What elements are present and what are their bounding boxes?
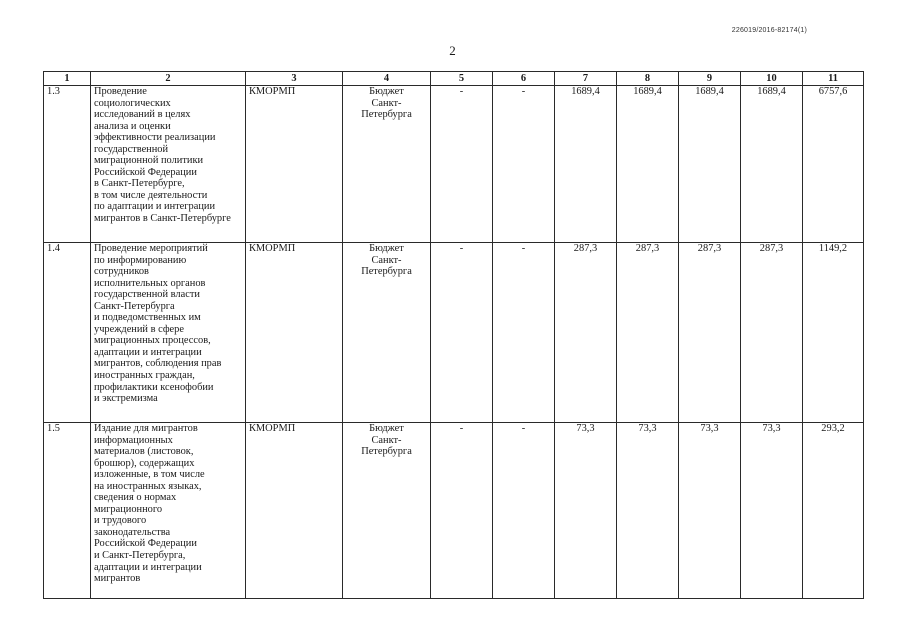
page-number: 2 [449, 43, 456, 58]
row-number: 1.4 [44, 243, 91, 423]
value-cell: 73,3 [555, 423, 617, 599]
table-row [44, 86, 864, 243]
value-cell: 73,3 [741, 423, 803, 599]
header-row [44, 72, 864, 86]
total-cell: 293,2 [803, 423, 864, 599]
value-cell: 1689,4 [741, 86, 803, 243]
value-cell: - [493, 86, 555, 243]
value-cell: 1689,4 [555, 86, 617, 243]
column-header: 10 [741, 72, 803, 86]
value-cell: 1689,4 [679, 86, 741, 243]
value-cell: 287,3 [555, 243, 617, 423]
value-cell: - [431, 86, 493, 243]
column-header: 7 [555, 72, 617, 86]
document-id: 226019/2016-82174(1) [731, 27, 807, 34]
column-header: 1 [44, 72, 91, 86]
column-header: 11 [803, 72, 864, 86]
value-cell: 73,3 [679, 423, 741, 599]
table-row [44, 423, 864, 599]
funding-source: Бюджет Санкт- Петербурга [343, 86, 431, 243]
column-header: 5 [431, 72, 493, 86]
program-table [43, 71, 864, 599]
value-cell: 1689,4 [617, 86, 679, 243]
executor: КМОРМП [246, 423, 343, 599]
column-header: 2 [91, 72, 246, 86]
funding-source: Бюджет Санкт- Петербурга [343, 243, 431, 423]
activity-name: Издание для мигрантов информационных материалов (листовок, брошюр), содержащих изложенные, в том числе на иностранных языках, сведения о нормах миграционного и трудового законодательства Российской Федерации и Санкт-Петербурга, адаптации и интеграции мигрантов [91, 423, 246, 599]
column-header: 6 [493, 72, 555, 86]
table-row [44, 243, 864, 423]
value-cell: - [431, 423, 493, 599]
value-cell: 287,3 [617, 243, 679, 423]
total-cell: 6757,6 [803, 86, 864, 243]
column-header: 9 [679, 72, 741, 86]
column-header: 4 [343, 72, 431, 86]
value-cell: 73,3 [617, 423, 679, 599]
funding-source: Бюджет Санкт- Петербурга [343, 423, 431, 599]
activity-name: Проведение социологических исследований в целях анализа и оценки эффективности реализации государственной миграционной политики Российской Федерации в Санкт-Петербурге, в том числе деятельности по адаптации и интеграции мигрантов в Санкт-Петербурге [91, 86, 246, 243]
activity-name: Проведение мероприятий по информированию сотрудников исполнительных органов государственной власти Санкт-Петербурга и подведомственных им учреждений в сфере миграционных процессов, адаптации и интеграции мигрантов, соблюдения прав иностранных граждан, профилактики ксенофобии и экстремизма [91, 243, 246, 423]
value-cell: - [431, 243, 493, 423]
row-number: 1.5 [44, 423, 91, 599]
executor: КМОРМП [246, 243, 343, 423]
column-header: 3 [246, 72, 343, 86]
value-cell: 287,3 [679, 243, 741, 423]
value-cell: 287,3 [741, 243, 803, 423]
value-cell: - [493, 423, 555, 599]
column-header: 8 [617, 72, 679, 86]
executor: КМОРМП [246, 86, 343, 243]
value-cell: - [493, 243, 555, 423]
row-number: 1.3 [44, 86, 91, 243]
total-cell: 1149,2 [803, 243, 864, 423]
